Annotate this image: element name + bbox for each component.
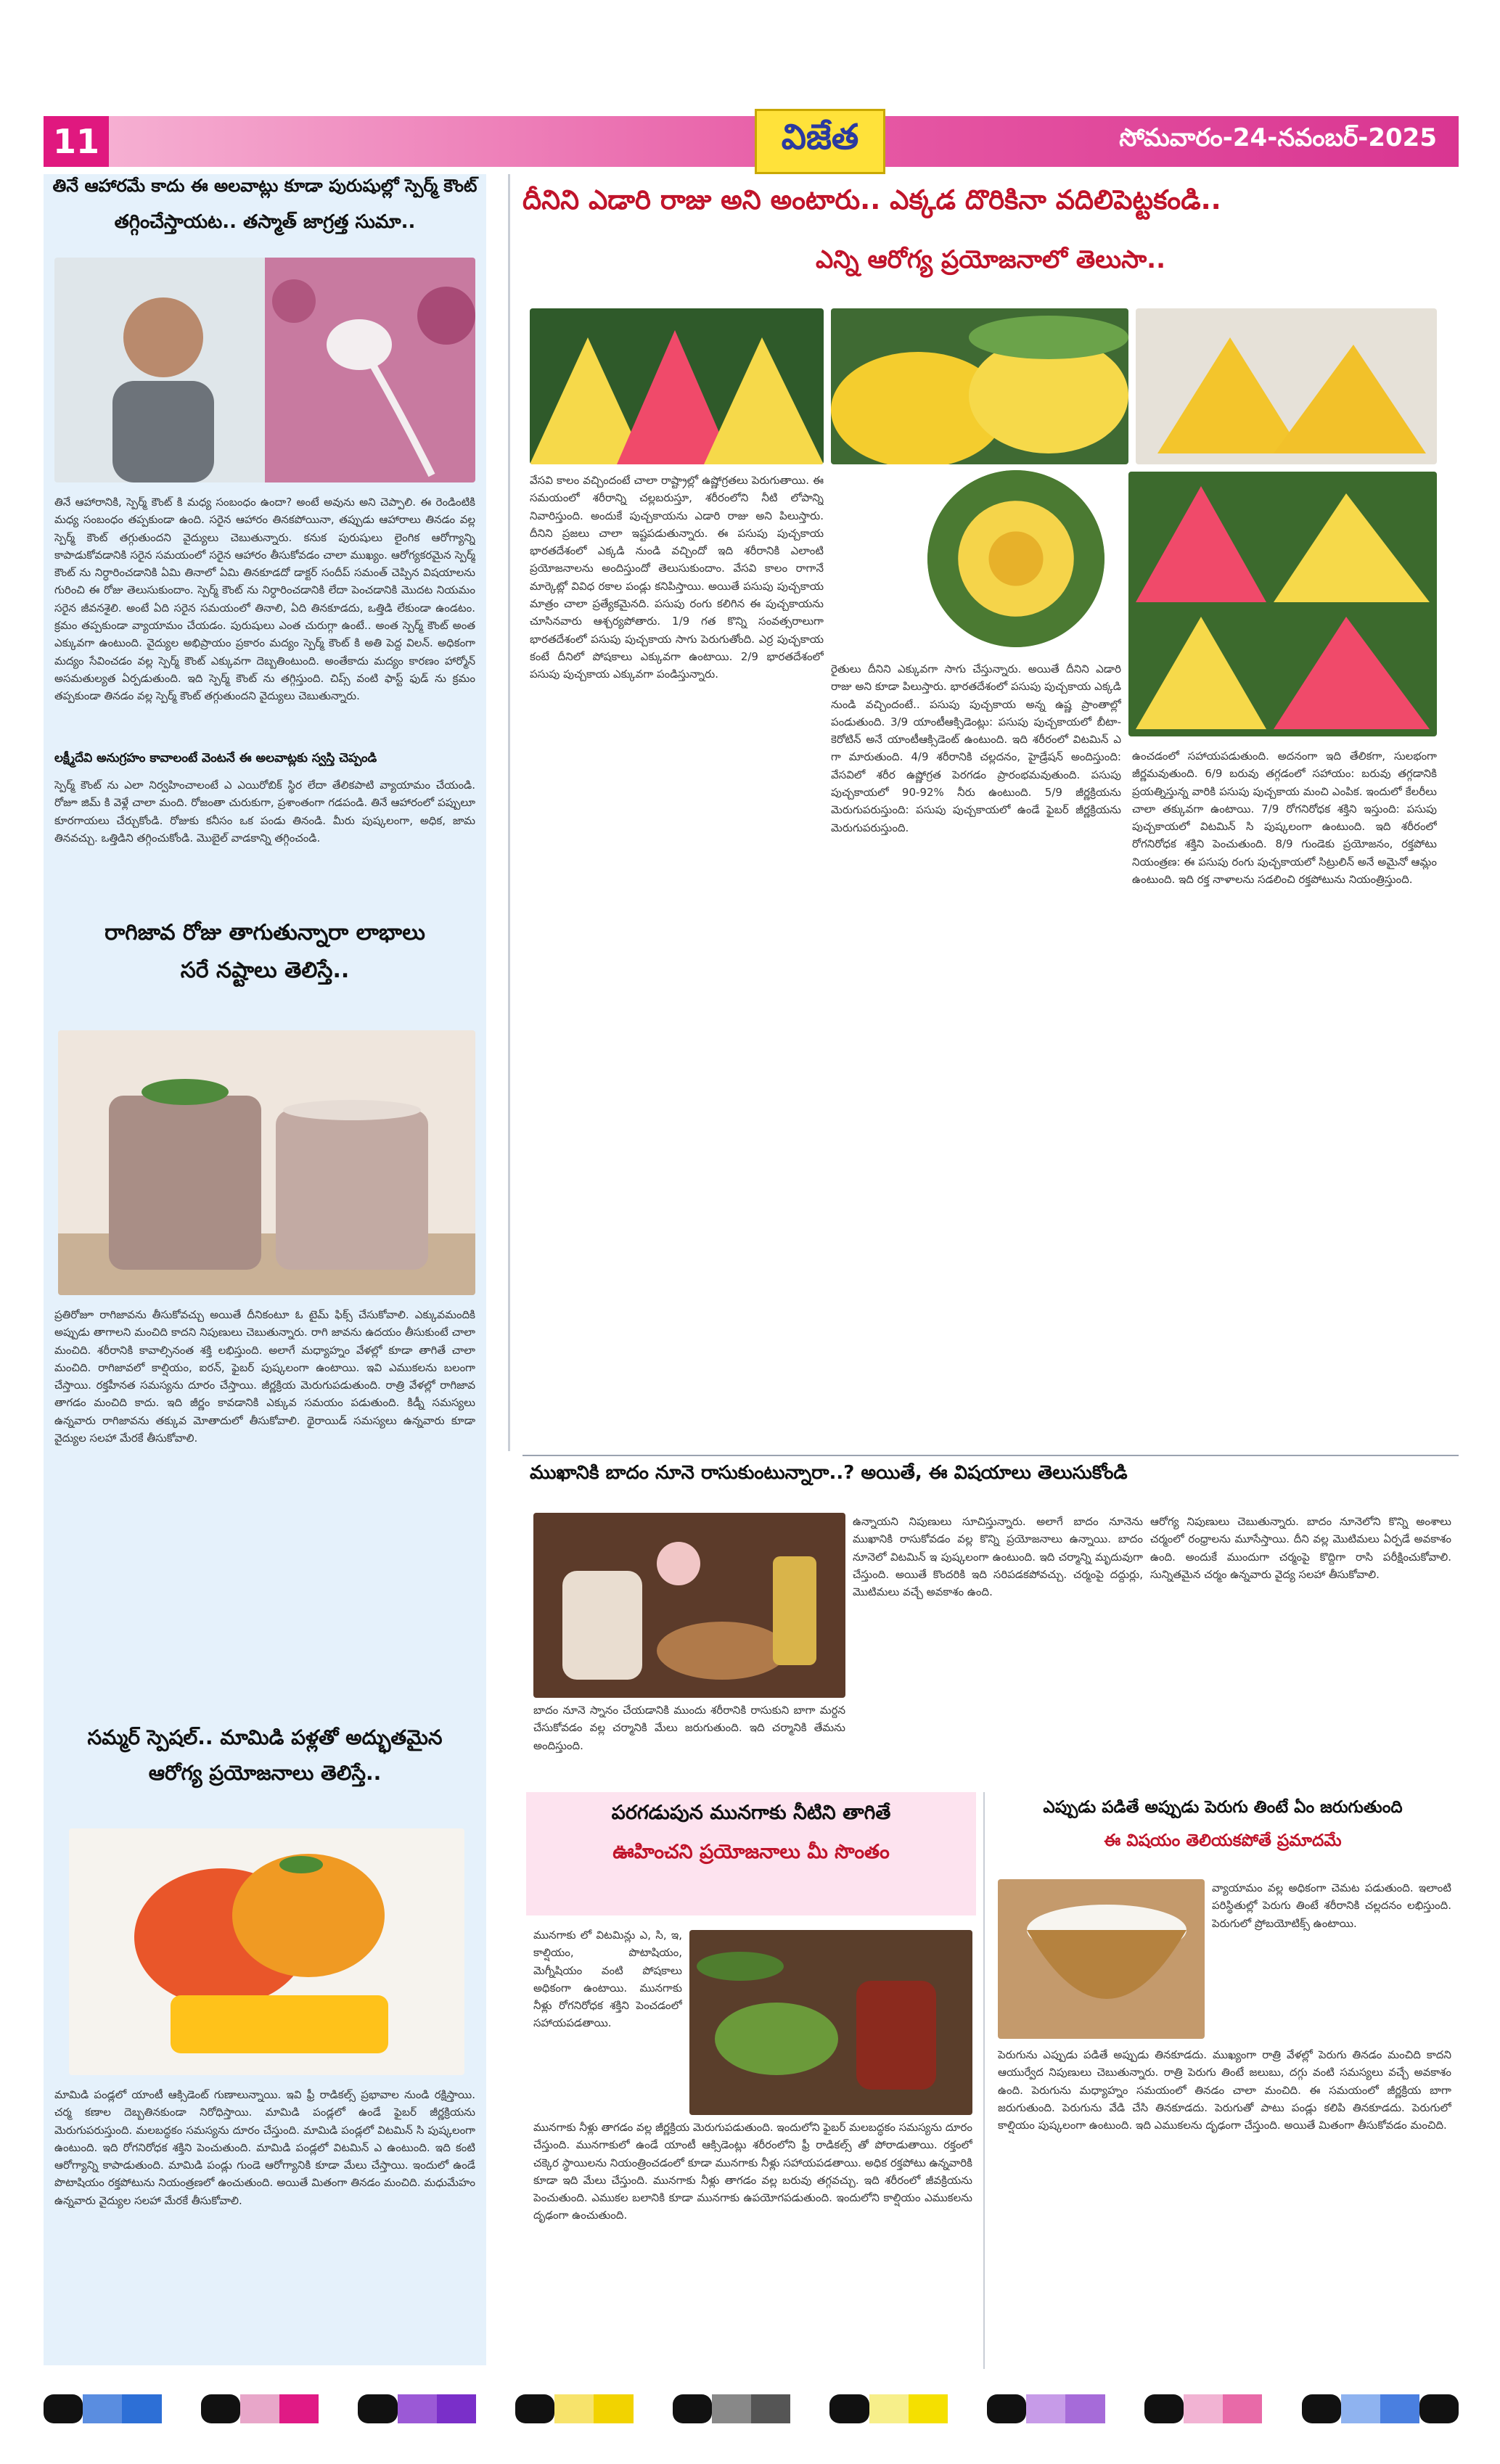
color-swatch [594, 2394, 633, 2423]
curd-body: పెరుగును ఎప్పుడు పడితే అప్పుడు తినకూడదు. ముఖ్యంగా రాత్రి వేళల్లో పెరుగు తినడం మంచిది కాదని ఆయుర్వేద నిపుణులు చెబుతున్నారు. రాత్రి పెరుగు తింటే జలుబు, దగ్గు వంటి సమస్యలు వచ్చే అవకాశం ఉంది. పెరుగును మధ్యాహ్నం సమయంలో తినడం చాలా మంచిది. ఈ సమయంలో జీర్ణక్రియ బాగా జరుగుతుంది. పెరుగును వేడి చేసి తినకూడదు. పెరుగుతో పాటు పండ్లు కలిపి తినకూడదు. పెరుగులో కాల్షియం పుష్కలంగా ఉంటుంది. ఇది ఎముకలను దృఢంగా చేస్తుంది. అయితే మితంగా తీసుకోవడం మంచిది. [998, 2048, 1451, 2132]
curd-title [991, 1796, 1455, 1852]
article1-image [54, 258, 475, 482]
color-swatch [358, 2394, 397, 2423]
color-swatch [712, 2394, 751, 2423]
color-swatch [83, 2394, 122, 2423]
article1-subheading: లక్ష్మీదేవి అనుగ్రహం కావాలంటే వెంటనే ఈ అలవాట్లకు స్వస్తి చెప్పండి [54, 751, 377, 765]
main-image-carved [922, 464, 1110, 653]
article1-title-line2: తగ్గించేస్తాయట.. తస్మాత్ జాగ్రత్త సుమా.. [114, 210, 416, 233]
color-swatch [240, 2394, 279, 2423]
article3-title [51, 1723, 479, 1787]
runner-sperm-illustration [54, 258, 475, 482]
article2-title [51, 918, 479, 986]
color-swatch [673, 2394, 712, 2423]
color-swatch [1184, 2394, 1223, 2423]
color-swatch [162, 2394, 201, 2423]
color-swatch [1223, 2394, 1262, 2423]
color-swatch [790, 2394, 829, 2423]
color-swatch [398, 2394, 437, 2423]
article1-body: తినే ఆహారానికి, స్పెర్మ్ కౌంట్ కి మధ్య సంబంధం ఉందా? అంటే అవును అని చెప్పాలి. ఈ రెండింటికి మధ్య సంబంధం తప్పకుండా ఉంది. సరైన ఆహారం తినకపోయినా, తప్పుడు ఆహారాలు తినడం వల్ల స్పెర్మ్ కౌంట్ తగ్గుతుందని వైద్యులు చెబుతున్నారు. కనుక పురుషులు లైంగిక ఆరోగ్యాన్ని కాపాడుకోవడానికి సరైన సమయంలో సరైన ఆహారం తీసుకోవడం చాలా ముఖ్యం. ఆరోగ్యకరమైన స్పెర్మ్ కౌంట్ ను నిర్ధారించడానికి ఏమి తినాలో ఏమి తినకూడదో డాక్టర్ సందీప్ సమంత్ చెప్పిన విషయాలను గురించి ఈ రోజు తెలుసుకుందాం. స్పెర్మ్ కౌంట్ ను నిర్ధారించడానికి లేదా పెంచడానికి మొదట నియమం సరైన జీవనశైలి. అంటే ఏది సరైన సమయంలో తినాలి, ఏది తినకూడదు, ఒత్తిడి లేకుండా ఉండటం. క్రమం తప్పకుండా వ్యాయామం చేయడం. పురుషులు ఎంత చురుగ్గా ఉంటే.. అంత స్పెర్మ్ కౌంట్ అంత ఎక్కువగా ఉంటుంది. వైద్యుల అభిప్రాయం ప్రకారం మద్యం స్పెర్మ్ కౌంట్ కి అతి పెద్ద విలన్. అధికంగా మద్యం సేవించడం వల్ల స్పెర్మ్ కౌంట్ ఎక్కువగా దెబ్బతింటుంది. అంతేకాదు మద్యం కారణం హార్మోన్ అసమతుల్యత ఏర్పడుతుంది. ఇది స్పెర్మ్ కౌంట్ ను తగ్గిస్తుంది. చిప్స్ వంటి ఫాస్ట్ ఫుడ్ ను క్రమం తప్పకుండా తినడం వల్ల స్పెర్మ్ కౌంట్ తగ్గుతుందని వైద్యులు చెబుతున్నారు. [54, 496, 475, 703]
color-swatch [869, 2394, 909, 2423]
oil-title: ముఖానికి బాదం నూనె రాసుకుంటున్నారా..? అయితే, ఈ విషయాలు తెలుసుకోండి [530, 1462, 1128, 1484]
color-swatch [1380, 2394, 1419, 2423]
color-swatch [1419, 2394, 1459, 2423]
color-swatch [1144, 2394, 1184, 2423]
color-swatch [1262, 2394, 1301, 2423]
drum-title [530, 1799, 972, 1866]
ragi-drink-photo [58, 1030, 475, 1295]
article1-title [51, 174, 479, 235]
main-title: దీనిని ఎడారి రాజు అని అంటారు.. ఎక్కడ దొరికినా వదిలిపెట్టకండి.. [522, 184, 1221, 215]
color-swatch [948, 2394, 987, 2423]
oil-col3: ఆరోగ్య నిపుణులు చెబుతున్నారు. బాదం నూనెలోని కొన్ని అంశాలు చర్మంలో రంధ్రాలను మూసేస్తాయి. దీని వల్ల మొటిమలు ఏర్పడే అవకాశం ఉంది. అందుకే ముందుగా చర్మంపై కొద్దిగా రాసి పరీక్షించుకోవాలి. సున్నితమైన చర్మం ఉన్నవారు వైద్య సలహా తీసుకోవాలి. [1150, 1515, 1451, 1581]
color-swatch [44, 2394, 83, 2423]
color-swatch [476, 2394, 515, 2423]
drum-title-line2: ఊహించని ప్రయోజనాలు మీ సొంతం [612, 1840, 890, 1863]
article3-image [69, 1828, 464, 2075]
color-swatch [279, 2394, 319, 2423]
color-swatch [1065, 2394, 1104, 2423]
curd-divider [983, 1792, 985, 2369]
curd-title-line2: ఈ విషయం తెలియకపోతే ప్రమాదమే [1104, 1831, 1342, 1851]
oil-top-line [522, 1455, 1459, 1456]
color-swatch [1302, 2394, 1341, 2423]
color-swatch [437, 2394, 476, 2423]
curd-title-line1: ఎప్పుడు పడితే అప్పుడు పెరుగు తింటే ఏం జరుగుతుంది [1043, 1798, 1403, 1817]
main-feature-divider [508, 174, 510, 1451]
oil-image [533, 1513, 845, 1698]
page-number: 11 [44, 116, 109, 167]
color-swatch [987, 2394, 1026, 2423]
main-image-2 [831, 308, 1128, 464]
curd-bowl-photo [998, 1879, 1205, 2039]
article1-body2: స్పెర్మ్ కౌంట్ ను ఎలా నిర్వహించాలంటే ఎ ఎయిరోబిక్ స్థిర లేదా తేలికపాటి వ్యాయామం చేయండి. రోజూ జిమ్ కి వెళ్లే చాలా మంది. రోజంతా చురుకుగా, ప్రశాంతంగా గడపండి. తినే ఆహారంలో పప్పులూ కూరగాయలు చేర్చుకోండి. రోజుకు కనీసం ఒక పండు తినండి. మీరు పుష్కలంగా, అధిక, జామ తినవచ్చు. ఒత్తిడిని తగ్గించుకోండి. మొబైల్ వాడకాన్ని తగ్గించండి. [54, 779, 475, 845]
article2-body: ప్రతిరోజూ రాగిజావను తీసుకోవచ్చు అయితే దీనికంటూ ఓ టైమ్ ఫిక్స్ చేసుకోవాలి. ఎక్కువమందికి అప్పుడు తాగాలని మంచిది కాదని నిపుణులు చెబుతున్నారు. రాగి జావను ఉదయం తీసుకుంటే చాలా మంచిది. శరీరానికి కావాల్సినంత శక్తి లభిస్తుంది. అలాగే మధ్యాహ్నం వేళల్లో కూడా తాగితే చాలా మంచిది. రాగిజావలో కాల్షియం, ఐరన్, ఫైబర్ పుష్కలంగా ఉంటాయి. ఇవి ఎముకలను బలంగా చేస్తాయి. రక్తహీనత సమస్యను దూరం చేస్తాయి. జీర్ణక్రియ మెరుగుపడుతుంది. రాత్రి వేళల్లో రాగిజావ తాగడం మంచిది కాదు. ఇది జీర్ణం కావడానికి ఎక్కువ సమయం పడుతుంది. కిడ్నీ సమస్యలు ఉన్నవారు రాగిజావను తక్కువ మోతాదులో తీసుకోవాలి. థైరాయిడ్ సమస్యలు ఉన్నవారు కూడా వైద్యుల సలహా మేరకే తీసుకోవాలి. [54, 1308, 475, 1445]
main-image-3 [1136, 308, 1437, 464]
article3-body: మామిడి పండ్లలో యాంటీ ఆక్సిడెంట్ గుణాలున్నాయి. ఇవి ఫ్రీ రాడికల్స్ ప్రభావాల నుండి రక్షిస్తాయి. చర్మ కణాల దెబ్బతినకుండా నిరోధిస్తాయి. మామిడి పండ్లలో ఉండే ఫైబర్ జీర్ణక్రియను మెరుగుపరుస్తుంది. మలబద్ధకం సమస్యను దూరం చేస్తుంది. మామిడి పండ్లలో విటమిన్ సి పుష్కలంగా ఉంటుంది. ఇది రోగనిరోధక శక్తిని పెంచుతుంది. మామిడి పండ్లలో విటమిన్ ఎ ఉంటుంది. ఇది కంటి ఆరోగ్యాన్ని కాపాడుతుంది. మామిడి పండ్లు గుండె ఆరోగ్యానికి కూడా మేలు చేస్తాయి. ఇందులో ఉండే పొటాషియం రక్తపోటును నియంత్రణలో ఉంచుతుంది. అయితే మితంగా తినడం మంచిది. మధుమేహం ఉన్నవారు వైద్యుల సలహా మేరకే తీసుకోవాలి. [54, 2088, 475, 2207]
color-swatch [909, 2394, 948, 2423]
oil-col2: ఉన్నాయని నిపుణులు సూచిస్తున్నారు. అలాగే బాదం నూనెను ముఖానికి రాసుకోవడం వల్ల కొన్ని ప్రయోజనాలు ఉన్నాయి. బాదం నూనెలో విటమిన్ ఇ పుష్కలంగా ఉంటుంది. ఇది చర్మాన్ని మృదువుగా చేస్తుంది. అయితే కొందరికి ఇది సరిపడకపోవచ్చు. చర్మంపై దద్దుర్లు, మొటిమలు వచ్చే అవకాశం ఉంది. [853, 1515, 1143, 1599]
newspaper-logo: విజేత [755, 109, 885, 174]
article2-title-line2: సరే నష్టాలు తెలిస్తే.. [180, 958, 350, 983]
moringa-tea-photo [689, 1930, 972, 2115]
article3-title-line1: సమ్మర్ స్పెషల్.. మామిడి పళ్లతో అద్భుతమైన [87, 1725, 443, 1749]
color-swatch [751, 2394, 790, 2423]
mango-photo [69, 1828, 464, 2075]
registration-color-strip [44, 2394, 1459, 2423]
drum-title-line1: పరగడుపున మునగాకు నీటిని తాగితే [611, 1802, 891, 1824]
color-swatch [122, 2394, 161, 2423]
article3-title-line2: ఆరోగ్య ప్రయోజనాలు తెలిస్తే.. [148, 1761, 382, 1786]
color-swatch [829, 2394, 869, 2423]
color-swatch [1105, 2394, 1144, 2423]
article2-title-line1: రాగిజావ రోజు తాగుతున్నారా లాభాలు [104, 920, 425, 945]
carved-melon-icon [927, 470, 1104, 647]
drum-body-left: మునగాకు లో విటమిన్లు ఎ, సి, ఇ, కాల్షియం, పొటాషియం, మెగ్నీషియం వంటి పోషకాలు అధికంగా ఉంటాయి. మునగాకు నీళ్లు రోగనిరోధక శక్తిని పెంచడంలో సహాయపడతాయి. [533, 1929, 682, 2030]
article2-image [58, 1030, 475, 1295]
color-swatch [634, 2394, 673, 2423]
main-image-4 [1128, 472, 1437, 736]
main-subtitle: ఎన్ని ఆరోగ్య ప్రయోజనాలో తెలుసా.. [816, 245, 1165, 274]
color-swatch [319, 2394, 358, 2423]
color-swatch [1341, 2394, 1380, 2423]
almond-oil-photo [533, 1513, 845, 1698]
curd-image [998, 1879, 1205, 2039]
yellow-melon-photo [1136, 308, 1437, 464]
article1-title-line1: తినే ఆహారమే కాదు ఈ అలవాట్లు కూడా పురుషుల్లో స్పెర్మ్ కౌంట్ [52, 176, 478, 196]
melon-mix-photo [1128, 472, 1437, 736]
watermelon-slices-photo [530, 308, 824, 464]
main-col2: రైతులు దీనిని ఎక్కువగా సాగు చేస్తున్నారు. అయితే దీనిని ఎడారి రాజు అని కూడా పిలుస్తారు. భారతదేశంలో పసుపు పుచ్చకాయ ఎక్కడి నుండి వచ్చిందంటే.. పసుపు పుచ్చకాయ అన్న ఉష్ణ ప్రాంతాల్లో పండుతుంది. 3/9 యాంటీఆక్సిడెంట్లు: పసుపు పుచ్చకాయలో బీటా-కెరోటిన్ అనే యాంటీఆక్సిడెంట్ ఉంటుంది. ఇది శరీరంలో విటమిన్ ఎ గా మారుతుంది. 4/9 శరీరానికి చల్లదనం, హైడ్రేషన్ అందిస్తుంది: వేసవిలో శరీర ఉష్ణోగ్రత పెరగడం ప్రారంభమవుతుంది. పసుపు పుచ్చకాయలో 90-92% నీరు ఉంటుంది. 5/9 జీర్ణక్రియను మెరుగుపరుస్తుంది: పసుపు పుచ్చకాయలో ఉండే ఫైబర్ జీర్ణక్రియను మెరుగుపరుస్తుంది. [831, 662, 1121, 834]
watermelon-halves-photo [831, 308, 1128, 464]
color-swatch [1026, 2394, 1065, 2423]
issue-date: సోమవారం-24-నవంబర్-2025 [1119, 123, 1437, 152]
color-swatch [201, 2394, 240, 2423]
main-col3: ఉంచడంలో సహాయపడుతుంది. అదనంగా ఇది తేలికగా, సులభంగా జీర్ణమవుతుంది. 6/9 బరువు తగ్గడంలో సహాయం: బరువు తగ్గడానికి ప్రయత్నిస్తున్న వారికి పసుపు పుచ్చకాయ మంచి ఎంపిక. ఇందులో కేలరీలు చాలా తక్కువగా ఉంటాయి. 7/9 రోగనిరోధక శక్తిని ఇస్తుంది: పసుపు పుచ్చకాయలో విటమిన్ సి పుష్కలంగా ఉంటుంది. ఇది శరీరంలో రోగనిరోధక శక్తిని పెంచుతుంది. 8/9 గుండెకు ప్రయోజనం, రక్తపోటు నియంత్రణ: ఈ పసుపు రంగు పుచ్చకాయలో సిట్రులిన్ అనే అమైనో ఆమ్లం ఉంటుంది. ఇది రక్త నాళాలను సడలించి రక్తపోటును నియంత్రిస్తుంది. [1132, 750, 1437, 887]
oil-col1: బాదం నూనె స్నానం చేయడానికి ముందు శరీరానికి రాసుకుని బాగా మర్దన చేసుకోవడం వల్ల చర్మానికి మేలు జరుగుతుంది. ఇది చర్మానికి తేమను అందిస్తుంది. [533, 1704, 845, 1752]
color-swatch [554, 2394, 594, 2423]
drum-body: మునగాకు నీళ్లు తాగడం వల్ల జీర్ణక్రియ మెరుగుపడుతుంది. ఇందులోని ఫైబర్ మలబద్ధకం సమస్యను దూరం చేస్తుంది. మునగాకులో ఉండే యాంటీ ఆక్సిడెంట్లు శరీరంలోని ఫ్రీ రాడికల్స్ తో పోరాడుతాయి. రక్తంలో చక్కెర స్థాయిలను నియంత్రించడంలో కూడా మునగాకు నీళ్లు సహాయపడతాయి. అధిక రక్తపోటు ఉన్నవారికి కూడా ఇది మేలు చేస్తుంది. మునగాకు నీళ్లు తాగడం వల్ల బరువు తగ్గవచ్చు. ఇది శరీరంలో జీవక్రియను పెంచుతుంది. ఎముకల బలానికి కూడా మునగాకు ఉపయోగపడుతుంది. ఇందులోని కాల్షియం ఎముకలను దృఢంగా ఉంచుతుంది. [533, 2121, 972, 2222]
main-image-1 [530, 308, 824, 464]
curd-body-top: వ్యాయామం వల్ల అధికంగా చెమట పడుతుంది. ఇలాంటి పరిస్థితుల్లో పెరుగు తింటే శరీరానికి చల్లదనం లభిస్తుంది. పెరుగులో ప్రోబయోటిక్స్ ఉంటాయి. [1212, 1881, 1451, 1930]
main-col1: వేసవి కాలం వచ్చిందంటే చాలా రాష్ట్రాల్లో ఉష్ణోగ్రతలు పెరుగుతాయి. ఈ సమయంలో శరీరాన్ని చల్లబరుస్తూ, శరీరంలోని నీటి లోపాన్ని నివారిస్తుంది. అందుకే పుచ్చకాయను ఎడారి రాజు అని పిలుస్తారు. దీనిని ప్రజలు చాలా ఇష్టపడుతున్నారు. ఈ పసుపు పుచ్చకాయ భారతదేశంలో ఎక్కడి నుండి వచ్చిందో ఇది శరీరానికి ఎలాంటి ప్రయోజనాలను అందిస్తుందో తెలుసుకుందాం. వేసవి కాలం రాగానే మార్కెట్లో వివిధ రకాల పండ్లు కనిపిస్తాయి. అయితే పసుపు పుచ్చకాయ మాత్రం చాలా ప్రత్యేకమైనది. పసుపు రంగు కలిగిన ఈ పుచ్చకాయను చూసినవారు ఆశ్చర్యపోతారు. 1/9 గత కొన్ని సంవత్సరాలుగా భారతదేశంలో పసుపు పుచ్చకాయ సాగు పెరుగుతోంది. ఎర్ర పుచ్చకాయ కంటే దీనిలో పోషకాలు ఎక్కువగా ఉంటాయి. 2/9 భారతదేశంలో పసుపు పుచ్చకాయ ఎక్కువగా పండిస్తున్నారు. [530, 474, 824, 681]
drum-image [689, 1930, 972, 2115]
color-swatch [515, 2394, 554, 2423]
